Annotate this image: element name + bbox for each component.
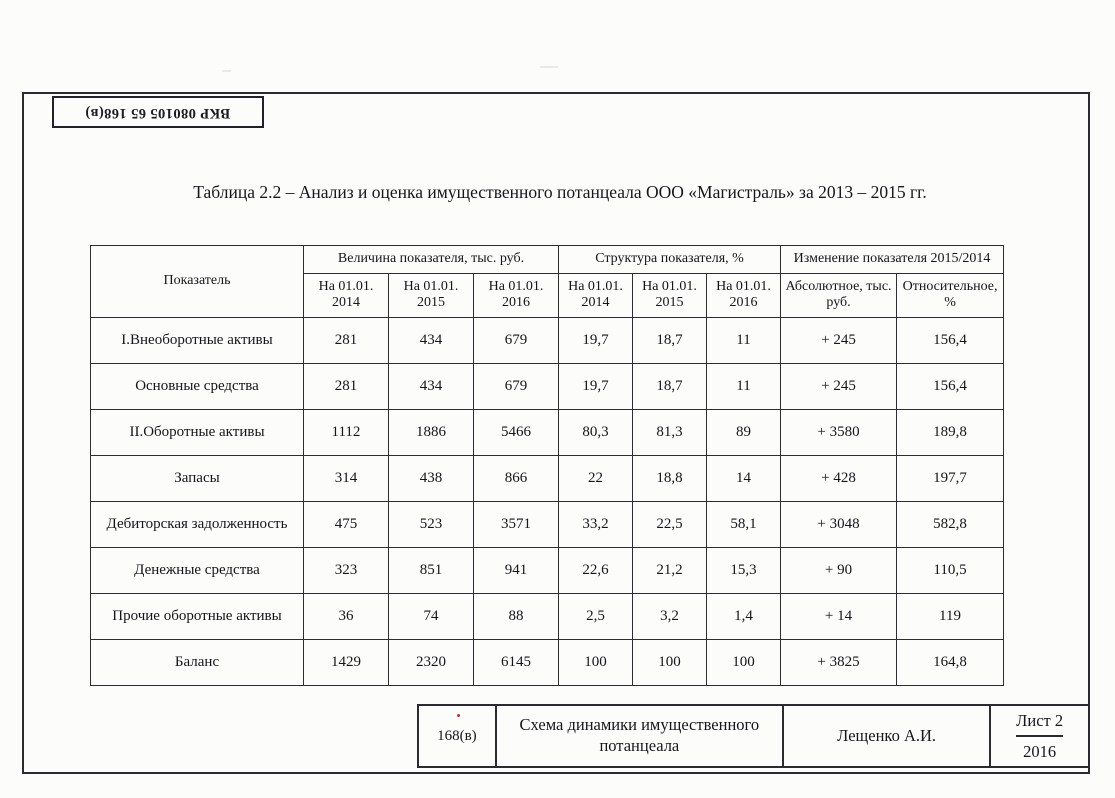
row-label: Прочие оборотные активы xyxy=(91,593,304,639)
cell: 1,4 xyxy=(707,593,781,639)
cell: 156,4 xyxy=(897,317,1004,363)
cell: 19,7 xyxy=(559,317,633,363)
title-block xyxy=(417,704,1090,768)
cell: + 3580 xyxy=(781,409,897,455)
header-indicator: Показатель xyxy=(91,246,304,318)
header-sub-5: На 01.01. 2016 xyxy=(707,273,781,317)
asset-analysis-table-wrapper xyxy=(90,245,1003,686)
cell: 18,8 xyxy=(633,455,707,501)
table-row xyxy=(91,409,1004,455)
document-code-stamp xyxy=(52,96,264,128)
row-label: Дебиторская задолженность xyxy=(91,501,304,547)
cell: 6145 xyxy=(474,639,559,685)
cell: 14 xyxy=(707,455,781,501)
row-label: Баланс xyxy=(91,639,304,685)
cell: 88 xyxy=(474,593,559,639)
cell: 281 xyxy=(304,317,389,363)
cell: 314 xyxy=(304,455,389,501)
cell: 582,8 xyxy=(897,501,1004,547)
cell: 22 xyxy=(559,455,633,501)
cell: 3,2 xyxy=(633,593,707,639)
cell: + 14 xyxy=(781,593,897,639)
cell: 281 xyxy=(304,363,389,409)
cell: 156,4 xyxy=(897,363,1004,409)
header-sub-0: На 01.01. 2014 xyxy=(304,273,389,317)
cell: 5466 xyxy=(474,409,559,455)
header-change-group: Изменение показателя 2015/2014 xyxy=(781,246,1004,274)
title-block-author: Лещенко А.И. xyxy=(784,706,991,766)
table-header-group-row xyxy=(91,246,1004,274)
cell: 11 xyxy=(707,363,781,409)
cell: 475 xyxy=(304,501,389,547)
cell: 3571 xyxy=(474,501,559,547)
row-label: Запасы xyxy=(91,455,304,501)
cell: 22,5 xyxy=(633,501,707,547)
table-row xyxy=(91,501,1004,547)
cell: + 428 xyxy=(781,455,897,501)
table-row xyxy=(91,547,1004,593)
cell: 679 xyxy=(474,317,559,363)
cell: 164,8 xyxy=(897,639,1004,685)
cell: 189,8 xyxy=(897,409,1004,455)
title-block-sheet-label: Лист 2 xyxy=(1016,706,1063,737)
cell: + 3048 xyxy=(781,501,897,547)
row-label: I.Внеоборотные активы xyxy=(91,317,304,363)
table-row xyxy=(91,317,1004,363)
table-row xyxy=(91,363,1004,409)
header-sub-4: На 01.01. 2015 xyxy=(633,273,707,317)
cell: 33,2 xyxy=(559,501,633,547)
row-label: Денежные средства xyxy=(91,547,304,593)
cell: 74 xyxy=(389,593,474,639)
title-block-year: 2016 xyxy=(1023,741,1057,761)
document-code-text: ВКР 080105 65 168(в) xyxy=(85,104,231,121)
header-sub-2: На 01.01. 2016 xyxy=(474,273,559,317)
cell: 100 xyxy=(707,639,781,685)
cell: 197,7 xyxy=(897,455,1004,501)
red-dot-mark xyxy=(457,714,460,717)
cell: 941 xyxy=(474,547,559,593)
cell: 18,7 xyxy=(633,317,707,363)
title-block-sheet-cell xyxy=(991,706,1088,766)
cell: 1429 xyxy=(304,639,389,685)
cell: 851 xyxy=(389,547,474,593)
cell: 866 xyxy=(474,455,559,501)
cell: 434 xyxy=(389,363,474,409)
cell: 22,6 xyxy=(559,547,633,593)
cell: 523 xyxy=(389,501,474,547)
row-label: II.Оборотные активы xyxy=(91,409,304,455)
cell: 89 xyxy=(707,409,781,455)
cell: 58,1 xyxy=(707,501,781,547)
scan-speck xyxy=(540,66,558,68)
title-block-title: Схема динамики имущественного потанцеала xyxy=(497,706,784,766)
cell: 434 xyxy=(389,317,474,363)
cell: 2320 xyxy=(389,639,474,685)
cell: + 245 xyxy=(781,363,897,409)
table-caption: Таблица 2.2 – Анализ и оценка имущественного потанцеала ООО «Магистраль» за 2013 – 2015 гг. xyxy=(193,182,927,202)
header-value-group: Величина показателя, тыс. руб. xyxy=(304,246,559,274)
cell: + 245 xyxy=(781,317,897,363)
cell: 1112 xyxy=(304,409,389,455)
cell: 18,7 xyxy=(633,363,707,409)
table-row xyxy=(91,593,1004,639)
table-body xyxy=(91,317,1004,685)
cell: 100 xyxy=(633,639,707,685)
cell: 100 xyxy=(559,639,633,685)
cell: 15,3 xyxy=(707,547,781,593)
scan-speck xyxy=(222,70,231,72)
table-head xyxy=(91,246,1004,318)
cell: 438 xyxy=(389,455,474,501)
header-sub-1: На 01.01. 2015 xyxy=(389,273,474,317)
cell: 11 xyxy=(707,317,781,363)
cell: 2,5 xyxy=(559,593,633,639)
cell: 679 xyxy=(474,363,559,409)
cell: + 3825 xyxy=(781,639,897,685)
header-sub-7: Относительное, % xyxy=(897,273,1004,317)
title-block-number: 168(в) xyxy=(437,727,477,744)
cell: 1886 xyxy=(389,409,474,455)
cell: 81,3 xyxy=(633,409,707,455)
cell: 36 xyxy=(304,593,389,639)
title-block-number-cell xyxy=(419,706,497,766)
cell: 323 xyxy=(304,547,389,593)
cell: 110,5 xyxy=(897,547,1004,593)
cell: + 90 xyxy=(781,547,897,593)
header-structure-group: Структура показателя, % xyxy=(559,246,781,274)
header-sub-6: Абсолютное, тыс. руб. xyxy=(781,273,897,317)
table-row xyxy=(91,455,1004,501)
header-sub-3: На 01.01. 2014 xyxy=(559,273,633,317)
cell: 19,7 xyxy=(559,363,633,409)
table-row xyxy=(91,639,1004,685)
cell: 80,3 xyxy=(559,409,633,455)
cell: 21,2 xyxy=(633,547,707,593)
row-label: Основные средства xyxy=(91,363,304,409)
asset-analysis-table xyxy=(90,245,1004,686)
cell: 119 xyxy=(897,593,1004,639)
